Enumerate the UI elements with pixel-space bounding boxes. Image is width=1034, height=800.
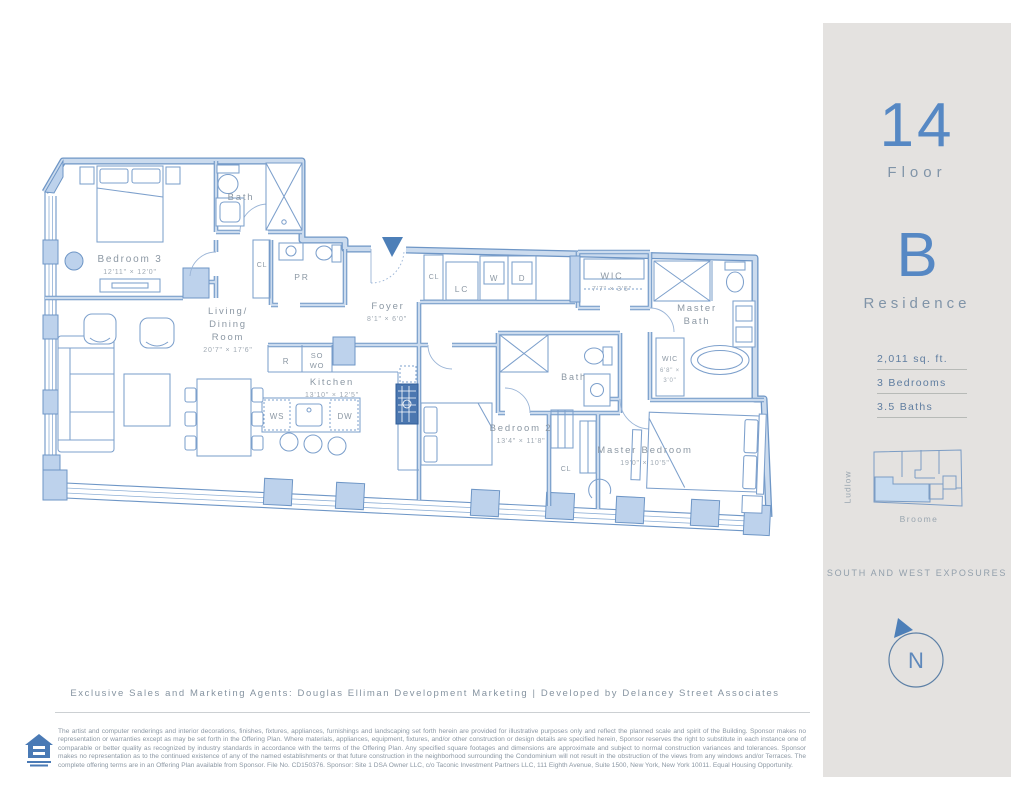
kitchen-dims: 13'10" × 12'5" (304, 392, 360, 399)
wic1-label: WIC (600, 271, 624, 281)
bedroom2-label: Bedroom 2 (489, 423, 553, 434)
living-label-3: Room (211, 332, 245, 343)
wic2-dims-2: 3'0" (663, 378, 677, 384)
street-label-ludlow: Ludlow (842, 470, 853, 504)
closet-label: CL (428, 274, 440, 281)
master-bedroom-dims: 19'0" × 10'5" (620, 460, 670, 467)
bedroom3-dims: 12'11" × 12'0" (103, 269, 157, 276)
powder-room-label: PR (294, 272, 310, 282)
key-plan-map (871, 448, 967, 510)
bath2-label: Bath (561, 372, 587, 382)
speed-oven-label: SO (310, 351, 324, 360)
bedroom3-label: Bedroom 3 (97, 254, 163, 265)
compass-icon (882, 616, 952, 692)
compass-n-label: N (908, 648, 924, 673)
floor-number: 14 (879, 91, 955, 160)
master-bath-label-2: Bath (683, 316, 711, 327)
room-labels (97, 192, 716, 473)
wic1-dims: 7'7" × 3'5" (592, 286, 632, 293)
disclaimer-text: The artist and computer renderings and interior decorations, finishes, fixtures, appliances, furnishings and landscaping set forth herein are provided for illustrative purposes only and reflect the planned scale and spirit of the Building. Sponsor makes no representation or warranties except as may be set forth in the Offering Plan. Where materials, appliances, equipment, fixtures, and/or other construction or design details are specified herein, Sponsor reserves the right to substitute in each instance one of comparable or better quality as recognized by industry standards in accordance with the terms of the Offering Plan. Any specified square footages and dimensions are approximate and subject to normal construction variances and tolerances. Sponsor makes no representation as to the continued existence of any of the named establishments or that future construction in the neighborhood surrounding the Condominium will not result in the obstruction of the views from any windows and/or Terraces. The complete offering terms are in an Offering Plan available from Sponsor. File No. CD150376. Sponsor: Site 1 DSA Owner LLC, c/o Taconic Investment Partners LLC, 111 Eighth Avenue, Suite 1500, New York, New York 10011. Equal Housing Opportunity. (58, 727, 806, 769)
fridge-label: R (282, 357, 290, 366)
wine-storage-label: WS (269, 412, 285, 421)
dryer-label: D (518, 274, 526, 283)
closet-label: CL (560, 466, 572, 473)
compass (823, 616, 1011, 697)
unit-stats (877, 352, 967, 418)
residence-letter: B (896, 221, 938, 290)
north-needle-icon (894, 618, 913, 638)
bedroom2-furniture (421, 403, 611, 498)
stat-baths: 3.5 Baths (877, 400, 967, 418)
wic2-dims-1: 6'8" × (660, 368, 680, 374)
master-bath-label-1: Master (677, 303, 717, 314)
living-dims: 20'7" × 17'6" (203, 347, 253, 354)
exposures-text: SOUTH AND WEST EXPOSURES (826, 568, 1008, 578)
round-column (65, 252, 83, 270)
stat-bedrooms: 3 Bedrooms (877, 376, 967, 394)
wic2-label: WIC (661, 356, 679, 363)
equal-housing-logo (24, 733, 54, 778)
kitchen-label: Kitchen (309, 377, 355, 388)
bedroom2-dims: 13'4" × 11'8" (496, 438, 546, 445)
washer-label: W (489, 274, 499, 283)
street-label-broome: Broome (899, 514, 939, 524)
stat-sqft: 2,011 sq. ft. (877, 352, 967, 370)
powder-room-fixtures (279, 243, 341, 262)
bath-top-label: Bath (227, 192, 255, 203)
foyer-label: Foyer (371, 301, 405, 312)
info-sidebar (823, 23, 1011, 777)
key-plan (823, 448, 1011, 554)
highlighted-unit (875, 477, 930, 502)
equal-housing-icon (24, 733, 54, 773)
wall-oven-label: WO (309, 361, 325, 370)
floor-label: Floor (887, 164, 947, 181)
linen-closet-label: LC (454, 284, 470, 294)
bath2-fixtures (500, 335, 612, 406)
living-label-1: Living/ (207, 306, 249, 317)
agents-line: Exclusive Sales and Marketing Agents: Douglas Elliman Development Marketing | Developed by Delancey Street Associates (70, 688, 780, 699)
living-label-2: Dining (209, 319, 247, 330)
footer-divider (55, 712, 810, 713)
residence-label: Residence (863, 295, 971, 312)
foyer-dims: 8'1" × 6'0" (367, 316, 407, 323)
master-bedroom-label: Master Bedroom (597, 445, 693, 456)
master-bath-fixtures (654, 261, 755, 396)
closet-label: CL (256, 262, 268, 269)
dishwasher-label: DW (337, 412, 353, 421)
entry-arrow-icon (382, 237, 403, 257)
